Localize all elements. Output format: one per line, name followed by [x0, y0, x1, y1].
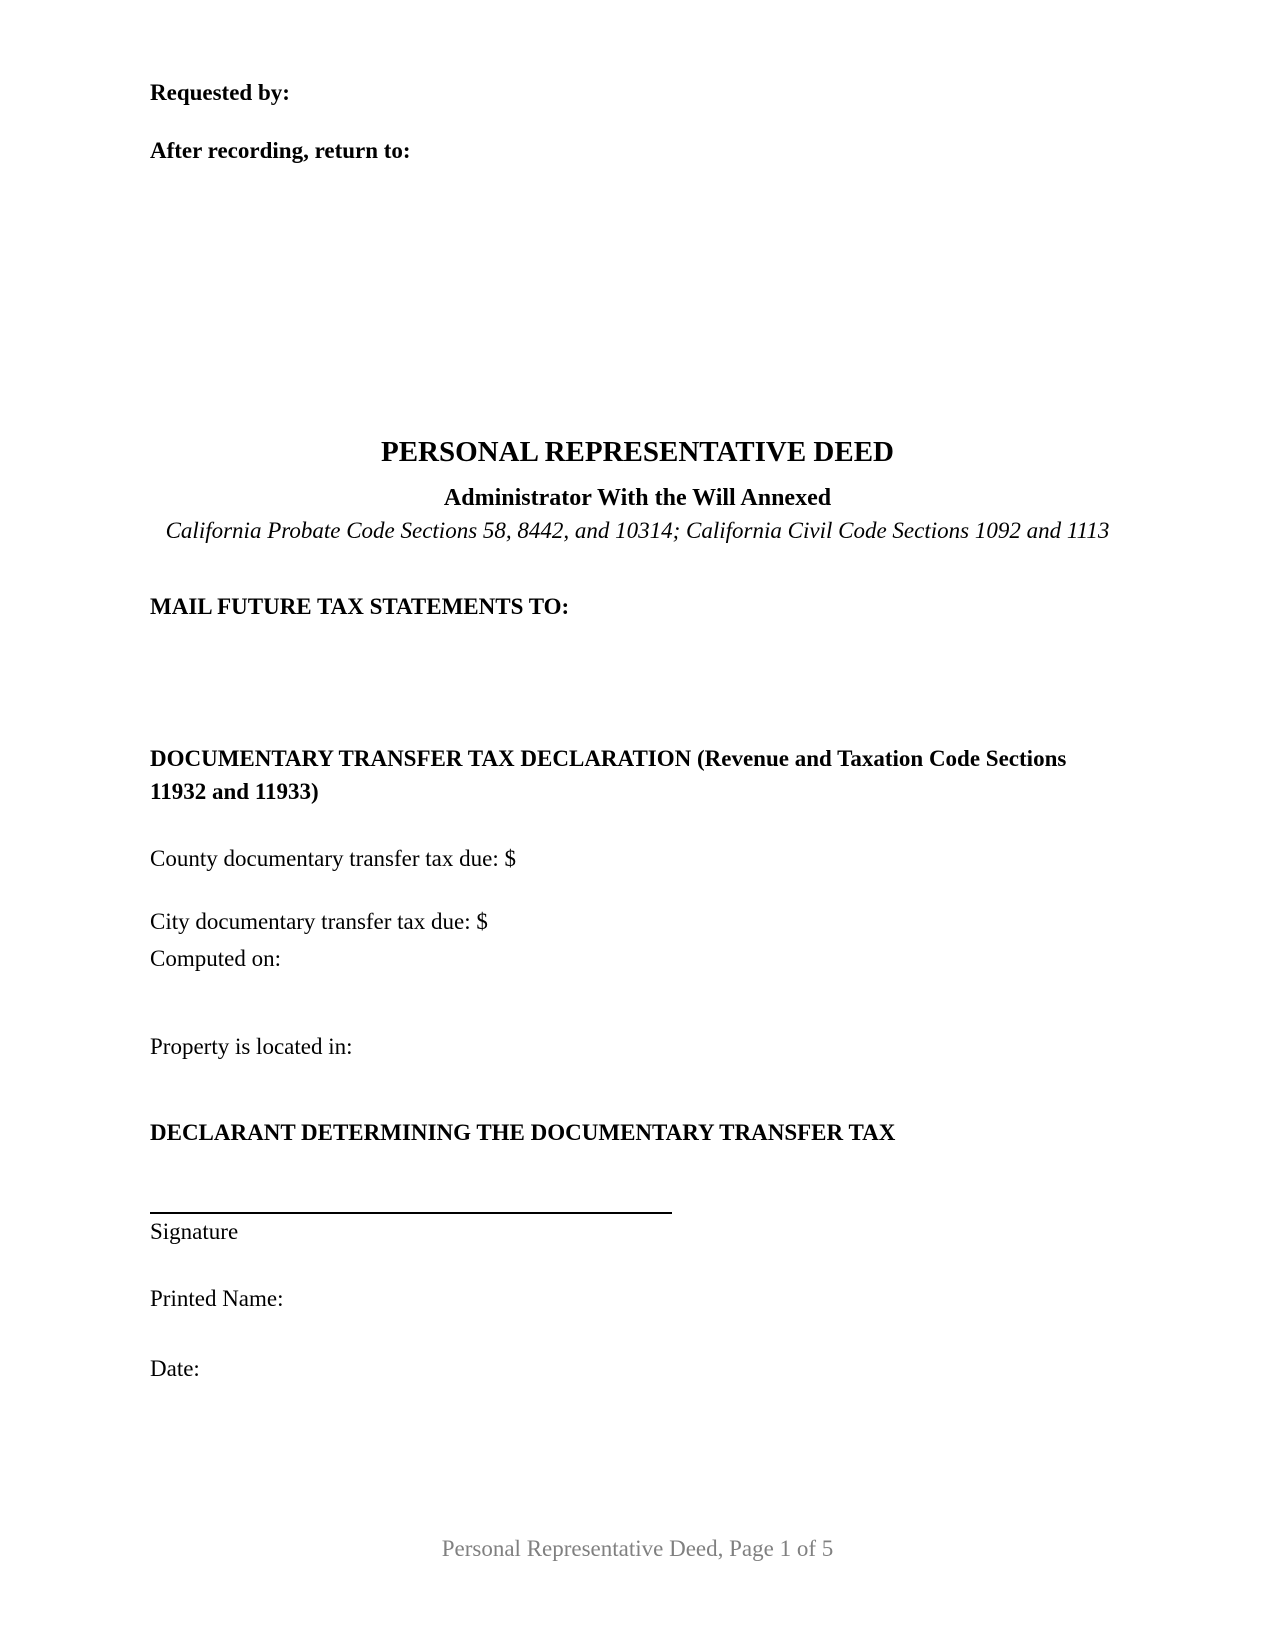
code-reference: California Probate Code Sections 58, 8442, and 10314; California Civil Code Sections 1092 and 1113	[165, 518, 1110, 543]
tax-statements-heading: MAIL FUTURE TAX STATEMENTS TO:	[150, 594, 570, 619]
return-to-label: After recording, return to:	[150, 138, 411, 163]
computed-on-label: Computed on:	[150, 946, 281, 971]
requested-by-label: Requested by:	[150, 80, 290, 105]
declarant-heading: DECLARANT DETERMINING THE DOCUMENTARY TRANSFER TAX	[150, 1120, 896, 1145]
document-subtitle: Administrator With the Will Annexed	[443, 485, 832, 511]
document-title: PERSONAL REPRESENTATIVE DEED	[381, 436, 894, 468]
page-footer: Personal Representative Deed, Page 1 of 5	[441, 1536, 834, 1561]
property-location-label: Property is located in:	[150, 1034, 353, 1059]
printed-name-label: Printed Name:	[150, 1286, 284, 1311]
signature-line	[150, 1212, 672, 1214]
transfer-tax-heading: DOCUMENTARY TRANSFER TAX DECLARATION (Revenue and Taxation Code Sections 11932 and 11933)	[150, 746, 1067, 804]
county-tax-due-label: County documentary transfer tax due: $	[150, 846, 516, 871]
date-label: Date:	[150, 1356, 200, 1381]
city-tax-due-label: City documentary transfer tax due: $	[150, 909, 488, 934]
signature-label: Signature	[150, 1219, 239, 1244]
